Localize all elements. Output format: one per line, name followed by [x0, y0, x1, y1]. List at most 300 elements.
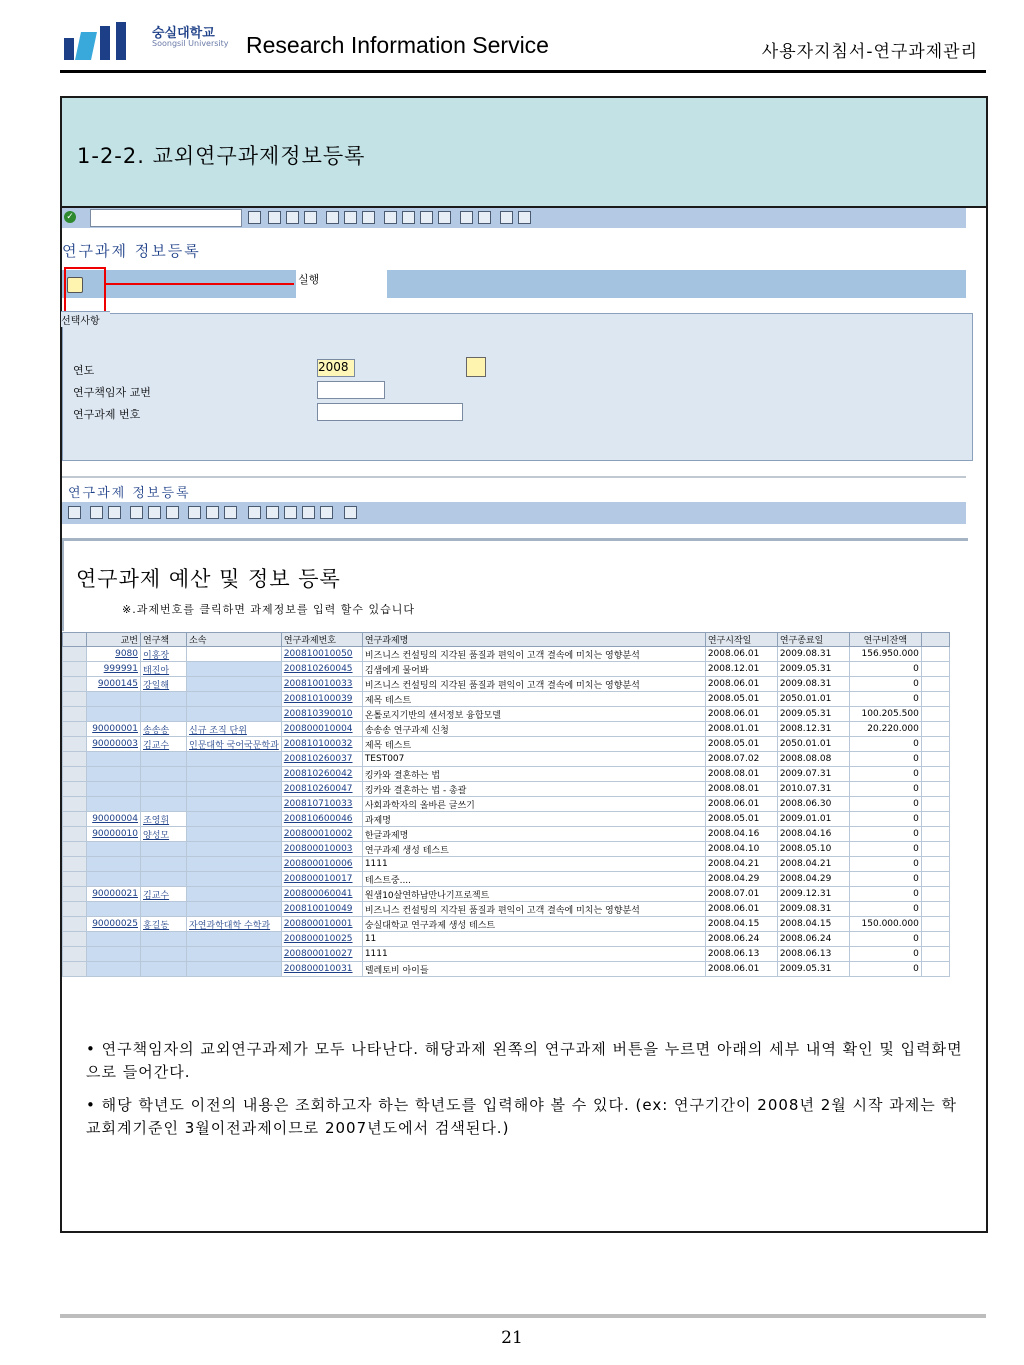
filler-cell [921, 962, 949, 977]
pi-name-cell[interactable]: 김교수 [141, 887, 187, 902]
row-selector[interactable] [63, 677, 87, 692]
balance-cell: 0 [849, 872, 921, 887]
start-date-cell: 2008.06.13 [705, 947, 777, 962]
column-header [921, 633, 949, 647]
university-logo-icon [64, 22, 134, 60]
filler-cell [921, 737, 949, 752]
row-selector[interactable] [63, 707, 87, 722]
project-name-cell: 테스트중.... [362, 872, 705, 887]
balance-cell: 150.000.000 [849, 917, 921, 932]
department-cell [187, 932, 282, 947]
start-date-cell: 2008.12.01 [705, 662, 777, 677]
pi-name-cell[interactable] [141, 707, 187, 722]
callout-line [106, 283, 294, 285]
filler-cell [921, 677, 949, 692]
column-header[interactable]: 연구과제명 [362, 633, 705, 647]
row-selector[interactable] [63, 797, 87, 812]
end-date-cell: 2008.04.15 [777, 917, 849, 932]
column-header[interactable]: 교번 [87, 633, 141, 647]
grid-icon[interactable] [344, 506, 357, 519]
filler-cell [921, 647, 949, 662]
highlight-box [64, 267, 106, 315]
help-icon[interactable] [500, 211, 513, 224]
department-cell [187, 662, 282, 677]
department-cell: 인문대학 국어국문학과 [187, 737, 282, 752]
start-date-cell: 2008.06.01 [705, 962, 777, 977]
bullet-text: • 해당 학년도 이전의 내용은 조회하고자 하는 학년도를 입력해야 볼 수 있다. (ex: 연구기간이 2008년 2월 시작 과제는 학교회계기준인 3월이전과제이므로 2007년도에서 검색된다.) [86, 1096, 957, 1137]
employee-id-cell[interactable] [87, 932, 141, 947]
row-selector[interactable] [63, 887, 87, 902]
page-number: 21 [501, 1328, 523, 1348]
project-name-cell: 1111 [362, 947, 705, 962]
balance-cell: 0 [849, 767, 921, 782]
project-number-cell[interactable]: 200810260037 [281, 752, 362, 767]
project-number-cell[interactable]: 200810260042 [281, 767, 362, 782]
print-preview-icon[interactable] [188, 506, 201, 519]
department-cell [187, 647, 282, 662]
row-selector[interactable] [63, 782, 87, 797]
start-date-cell: 2008.06.01 [705, 677, 777, 692]
pi-name-cell[interactable] [141, 797, 187, 812]
pi-name-cell[interactable] [141, 932, 187, 947]
grid-header-row [63, 633, 950, 647]
pi-name-cell[interactable] [141, 782, 187, 797]
employee-id-cell[interactable] [87, 752, 141, 767]
start-date-cell: 2008.08.01 [705, 767, 777, 782]
row-selector[interactable] [63, 662, 87, 677]
university-name-en: Soongsil University [152, 39, 229, 48]
start-date-cell: 2008.07.01 [705, 887, 777, 902]
column-header[interactable]: 연구비잔액 [849, 633, 921, 647]
end-date-cell: 2009.01.01 [777, 812, 849, 827]
pi-name-cell[interactable]: 조영휘 [141, 812, 187, 827]
end-date-cell: 2009.05.31 [777, 962, 849, 977]
project-name-cell: 제목 테스트 [362, 692, 705, 707]
project-number-cell[interactable]: 200800010003 [281, 842, 362, 857]
footer-line [60, 1314, 986, 1318]
start-date-cell: 2008.01.01 [705, 722, 777, 737]
project-name-cell: TEST007 [362, 752, 705, 767]
row-selector[interactable] [63, 842, 87, 857]
row-selector[interactable] [63, 872, 87, 887]
table-row [63, 677, 950, 692]
employee-id-cell[interactable]: 90000025 [87, 917, 141, 932]
department-cell [187, 767, 282, 782]
start-date-cell: 2008.07.02 [705, 752, 777, 767]
project-name-cell: 숭실대학교 연구과제 생성 테스트 [362, 917, 705, 932]
project-name-cell: 킹카와 결혼하는 법 - 총괄 [362, 782, 705, 797]
balance-cell: 0 [849, 692, 921, 707]
row-selector[interactable] [63, 647, 87, 662]
row-selector[interactable] [63, 902, 87, 917]
alv-toolbar [62, 502, 966, 524]
project-number-cell[interactable]: 200800010006 [281, 857, 362, 872]
row-selector[interactable] [63, 857, 87, 872]
balance-cell: 0 [849, 827, 921, 842]
pi-name-cell[interactable]: 태진아 [141, 662, 187, 677]
table-row [63, 647, 950, 662]
department-cell [187, 782, 282, 797]
project-no-label: 연구과제 번호 [73, 408, 141, 421]
selection-box [62, 313, 973, 461]
project-name-cell: 텔레토비 아이들 [362, 962, 705, 977]
find-icon[interactable] [130, 506, 143, 519]
start-date-cell: 2008.06.01 [705, 902, 777, 917]
filler-cell [921, 707, 949, 722]
employee-id-cell[interactable]: 90000003 [87, 737, 141, 752]
employee-id-cell[interactable] [87, 857, 141, 872]
column-header[interactable]: 연구종료일 [777, 633, 849, 647]
save-layout-icon[interactable] [284, 506, 297, 519]
department-cell [187, 752, 282, 767]
year-input[interactable]: 2008 [317, 359, 355, 377]
pi-name-cell[interactable] [141, 752, 187, 767]
cancel-icon[interactable] [304, 211, 317, 224]
project-number-cell[interactable]: 200800010031 [281, 962, 362, 977]
balance-cell: 156.950.000 [849, 647, 921, 662]
end-date-cell: 2009.05.31 [777, 707, 849, 722]
project-name-cell: 킹카와 결혼하는 법 [362, 767, 705, 782]
delete-filter-icon[interactable] [166, 506, 179, 519]
project-number-cell[interactable]: 200810260047 [281, 782, 362, 797]
column-header[interactable]: 연구시작일 [705, 633, 777, 647]
pi-name-cell[interactable]: 홍길동 [141, 917, 187, 932]
filler-cell [921, 692, 949, 707]
table-row [63, 902, 950, 917]
balance-cell: 100.205.500 [849, 707, 921, 722]
employee-id-cell[interactable] [87, 842, 141, 857]
row-selector[interactable] [63, 962, 87, 977]
end-date-cell: 2009.08.31 [777, 647, 849, 662]
enter-check-icon[interactable]: ✓ [64, 211, 76, 223]
year-label: 연도 [73, 364, 95, 377]
create-session-icon[interactable] [460, 211, 473, 224]
row-selector[interactable] [63, 827, 87, 842]
execute-callout-label: 실행 [296, 268, 387, 298]
project-number-cell[interactable]: 200810600046 [281, 812, 362, 827]
back-icon[interactable] [268, 211, 281, 224]
balance-cell: 0 [849, 932, 921, 947]
balance-cell: 0 [849, 857, 921, 872]
report-note: ※.과제번호를 클릭하면 과제정보를 입력 할수 있습니다 [122, 603, 415, 616]
table-row [63, 947, 950, 962]
end-date-cell: 2008.08.08 [777, 752, 849, 767]
pi-id-input[interactable] [317, 381, 385, 399]
filler-cell [921, 797, 949, 812]
department-cell [187, 887, 282, 902]
project-number-cell[interactable]: 200800010027 [281, 947, 362, 962]
end-date-cell: 2008.12.31 [777, 722, 849, 737]
department-cell [187, 857, 282, 872]
project-name-cell: 11 [362, 932, 705, 947]
filler-cell [921, 827, 949, 842]
table-row [63, 662, 950, 677]
filler-cell [921, 872, 949, 887]
table-row [63, 827, 950, 842]
balance-cell: 0 [849, 947, 921, 962]
employee-id-cell[interactable] [87, 707, 141, 722]
start-date-cell: 2008.04.10 [705, 842, 777, 857]
end-date-cell: 2009.07.31 [777, 767, 849, 782]
department-cell [187, 707, 282, 722]
bullet-text: • 연구책임자의 교외연구과제가 모두 나타난다. 해당과제 왼쪽의 연구과제 버튼을 누르면 아래의 세부 내역 확인 및 입력화면으로 들어간다. [86, 1040, 963, 1081]
pi-name-cell[interactable] [141, 947, 187, 962]
next-page-icon[interactable] [420, 211, 433, 224]
row-selector[interactable] [63, 767, 87, 782]
employee-id-cell[interactable] [87, 782, 141, 797]
project-grid [62, 632, 950, 977]
last-page-icon[interactable] [438, 211, 451, 224]
start-date-cell: 2008.06.01 [705, 647, 777, 662]
filler-cell [921, 857, 949, 872]
employee-id-cell[interactable]: 90000004 [87, 812, 141, 827]
print-icon[interactable] [326, 211, 339, 224]
project-name-cell: 사회과학자의 올바른 글쓰기 [362, 797, 705, 812]
department-cell [187, 827, 282, 842]
document-title: 사용자지침서-연구과제관리 [761, 42, 978, 62]
pi-name-cell[interactable] [141, 767, 187, 782]
table-row [63, 797, 950, 812]
end-date-cell: 2008.06.13 [777, 947, 849, 962]
pi-name-cell[interactable]: 양성모 [141, 827, 187, 842]
filler-cell [921, 902, 949, 917]
department-cell [187, 962, 282, 977]
end-date-cell: 2008.04.29 [777, 872, 849, 887]
employee-id-cell[interactable] [87, 947, 141, 962]
table-row [63, 887, 950, 902]
department-cell [187, 797, 282, 812]
table-row [63, 767, 950, 782]
pi-name-cell[interactable] [141, 902, 187, 917]
page-header [60, 12, 986, 73]
employee-id-cell[interactable]: 90000010 [87, 827, 141, 842]
employee-id-cell[interactable] [87, 902, 141, 917]
row-selector[interactable] [63, 917, 87, 932]
select-layout-icon[interactable] [266, 506, 279, 519]
table-row [63, 842, 950, 857]
details-icon[interactable] [68, 506, 81, 519]
pi-name-cell[interactable]: 이홍장 [141, 647, 187, 662]
end-date-cell: 2009.12.31 [777, 887, 849, 902]
project-number-cell[interactable]: 200800010002 [281, 827, 362, 842]
sort-ascending-icon[interactable] [90, 506, 103, 519]
graphic-icon[interactable] [320, 506, 333, 519]
pi-name-cell[interactable] [141, 962, 187, 977]
row-selector[interactable] [63, 722, 87, 737]
sap-screenshot [62, 208, 986, 1008]
first-page-icon[interactable] [384, 211, 397, 224]
project-no-input[interactable] [317, 403, 463, 421]
pi-name-cell[interactable] [141, 692, 187, 707]
filler-cell [921, 917, 949, 932]
start-date-cell: 2008.05.01 [705, 737, 777, 752]
content-frame [60, 96, 988, 1233]
table-row [63, 962, 950, 977]
command-field[interactable] [90, 209, 242, 227]
balance-cell: 0 [849, 782, 921, 797]
project-number-cell[interactable]: 200800010004 [281, 722, 362, 737]
department-cell [187, 947, 282, 962]
filter-icon[interactable] [148, 506, 161, 519]
project-number-cell[interactable]: 200810260045 [281, 662, 362, 677]
filler-cell [921, 782, 949, 797]
column-header[interactable]: 소속 [187, 633, 282, 647]
project-name-cell: 송송송 연구과제 신청 [362, 722, 705, 737]
project-number-cell[interactable]: 200800010025 [281, 932, 362, 947]
balance-cell: 0 [849, 887, 921, 902]
pi-name-cell[interactable]: 강일해 [141, 677, 187, 692]
employee-id-cell[interactable] [87, 797, 141, 812]
row-selector[interactable] [63, 812, 87, 827]
project-number-cell[interactable]: 200810100032 [281, 737, 362, 752]
employee-id-cell[interactable] [87, 872, 141, 887]
change-layout-icon[interactable] [248, 506, 261, 519]
end-date-cell: 2009.08.31 [777, 902, 849, 917]
filler-cell [921, 932, 949, 947]
pi-id-label: 연구책임자 교번 [73, 386, 151, 399]
filler-cell [921, 722, 949, 737]
project-number-cell[interactable]: 200810010050 [281, 647, 362, 662]
start-date-cell: 2008.06.24 [705, 932, 777, 947]
row-selector[interactable] [63, 692, 87, 707]
project-name-cell: 비즈니스 컨설팅의 지각된 품질과 편익이 고객 결속에 미치는 영향분석 [362, 677, 705, 692]
filler-cell [921, 887, 949, 902]
table-row [63, 872, 950, 887]
employee-id-cell[interactable]: 999991 [87, 662, 141, 677]
project-name-cell: 제목 테스트 [362, 737, 705, 752]
spreadsheet-icon[interactable] [224, 506, 237, 519]
table-row [63, 932, 950, 947]
pi-name-cell[interactable] [141, 842, 187, 857]
start-date-cell: 2008.06.01 [705, 707, 777, 722]
end-date-cell: 2050.01.01 [777, 692, 849, 707]
table-row [63, 722, 950, 737]
balance-cell: 0 [849, 752, 921, 767]
balance-cell: 0 [849, 902, 921, 917]
table-row [63, 917, 950, 932]
end-date-cell: 2008.05.10 [777, 842, 849, 857]
selection-tab: 선택사항 [61, 311, 110, 327]
select-all-icon[interactable] [63, 633, 87, 647]
table-row [63, 812, 950, 827]
project-number-cell[interactable]: 200810100039 [281, 692, 362, 707]
project-number-cell[interactable]: 200810390010 [281, 707, 362, 722]
sort-descending-icon[interactable] [108, 506, 121, 519]
export-icon[interactable] [206, 506, 219, 519]
employee-id-cell[interactable]: 9080 [87, 647, 141, 662]
employee-id-cell[interactable] [87, 692, 141, 707]
balance-cell: 0 [849, 962, 921, 977]
filler-cell [921, 842, 949, 857]
previous-page-icon[interactable] [402, 211, 415, 224]
filler-cell [921, 767, 949, 782]
employee-id-cell[interactable] [87, 767, 141, 782]
project-number-cell[interactable]: 200810010049 [281, 902, 362, 917]
project-number-cell[interactable]: 200800010001 [281, 917, 362, 932]
project-number-cell[interactable]: 200810710033 [281, 797, 362, 812]
balance-cell: 0 [849, 812, 921, 827]
year-execute-icon[interactable] [466, 357, 486, 377]
start-date-cell: 2008.08.01 [705, 782, 777, 797]
filler-cell [921, 662, 949, 677]
table-row [63, 707, 950, 722]
table-row [63, 737, 950, 752]
balance-cell: 0 [849, 797, 921, 812]
employee-id-cell[interactable]: 9000145 [87, 677, 141, 692]
end-date-cell: 2008.06.30 [777, 797, 849, 812]
project-name-cell: 연구과제 생성 테스트 [362, 842, 705, 857]
start-date-cell: 2008.05.01 [705, 812, 777, 827]
pi-name-cell[interactable] [141, 872, 187, 887]
pi-name-cell[interactable]: 김교수 [141, 737, 187, 752]
save-icon[interactable] [248, 211, 261, 224]
end-date-cell: 2010.07.31 [777, 782, 849, 797]
layout-menu-icon[interactable] [518, 211, 531, 224]
project-name-cell: 비즈니스 컨설팅의 지각된 품질과 편익이 고객 결속에 미치는 영향분석 [362, 902, 705, 917]
end-date-cell: 2009.05.31 [777, 662, 849, 677]
report-header [62, 538, 968, 631]
employee-id-cell[interactable] [87, 962, 141, 977]
employee-id-cell[interactable]: 90000001 [87, 722, 141, 737]
department-cell [187, 677, 282, 692]
balance-cell: 0 [849, 842, 921, 857]
department-cell [187, 902, 282, 917]
find-next-icon[interactable] [362, 211, 375, 224]
end-date-cell: 2009.08.31 [777, 677, 849, 692]
exit-icon[interactable] [286, 211, 299, 224]
service-name: Research Information Service [246, 32, 549, 58]
row-selector[interactable] [63, 737, 87, 752]
project-name-cell: 1111 [362, 857, 705, 872]
column-header[interactable]: 연구과제번호 [281, 633, 362, 647]
balance-cell: 20.220.000 [849, 722, 921, 737]
project-name-cell: 한글과제명 [362, 827, 705, 842]
project-number-cell[interactable]: 200810010033 [281, 677, 362, 692]
column-header[interactable]: 연구책 [141, 633, 187, 647]
filler-cell [921, 947, 949, 962]
project-name-cell: 과제명 [362, 812, 705, 827]
pi-name-cell[interactable] [141, 857, 187, 872]
abc-analysis-icon[interactable] [302, 506, 315, 519]
pi-name-cell[interactable]: 송송송 [141, 722, 187, 737]
find-icon[interactable] [344, 211, 357, 224]
shortcut-icon[interactable] [478, 211, 491, 224]
filler-cell [921, 812, 949, 827]
balance-cell: 0 [849, 662, 921, 677]
start-date-cell: 2008.06.01 [705, 797, 777, 812]
report-title: 연구과제 정보등록 [68, 486, 191, 501]
row-selector[interactable] [63, 752, 87, 767]
row-selector[interactable] [63, 947, 87, 962]
start-date-cell: 2008.04.16 [705, 827, 777, 842]
table-row [63, 752, 950, 767]
section-title: 1-2-2. 교외연구과제정보등록 [77, 144, 366, 168]
balance-cell: 0 [849, 737, 921, 752]
row-selector[interactable] [63, 932, 87, 947]
filler-cell [921, 752, 949, 767]
end-date-cell: 2008.04.16 [777, 827, 849, 842]
start-date-cell: 2008.04.21 [705, 857, 777, 872]
balance-cell: 0 [849, 677, 921, 692]
project-number-cell[interactable]: 200800010017 [281, 872, 362, 887]
department-cell [187, 842, 282, 857]
end-date-cell: 2008.04.21 [777, 857, 849, 872]
department-cell: 자연과학대학 수학과 [187, 917, 282, 932]
project-number-cell[interactable]: 200800060041 [281, 887, 362, 902]
project-name-cell: 원샘10살연하남만나기프로젝트 [362, 887, 705, 902]
employee-id-cell[interactable]: 90000021 [87, 887, 141, 902]
end-date-cell: 2008.06.24 [777, 932, 849, 947]
